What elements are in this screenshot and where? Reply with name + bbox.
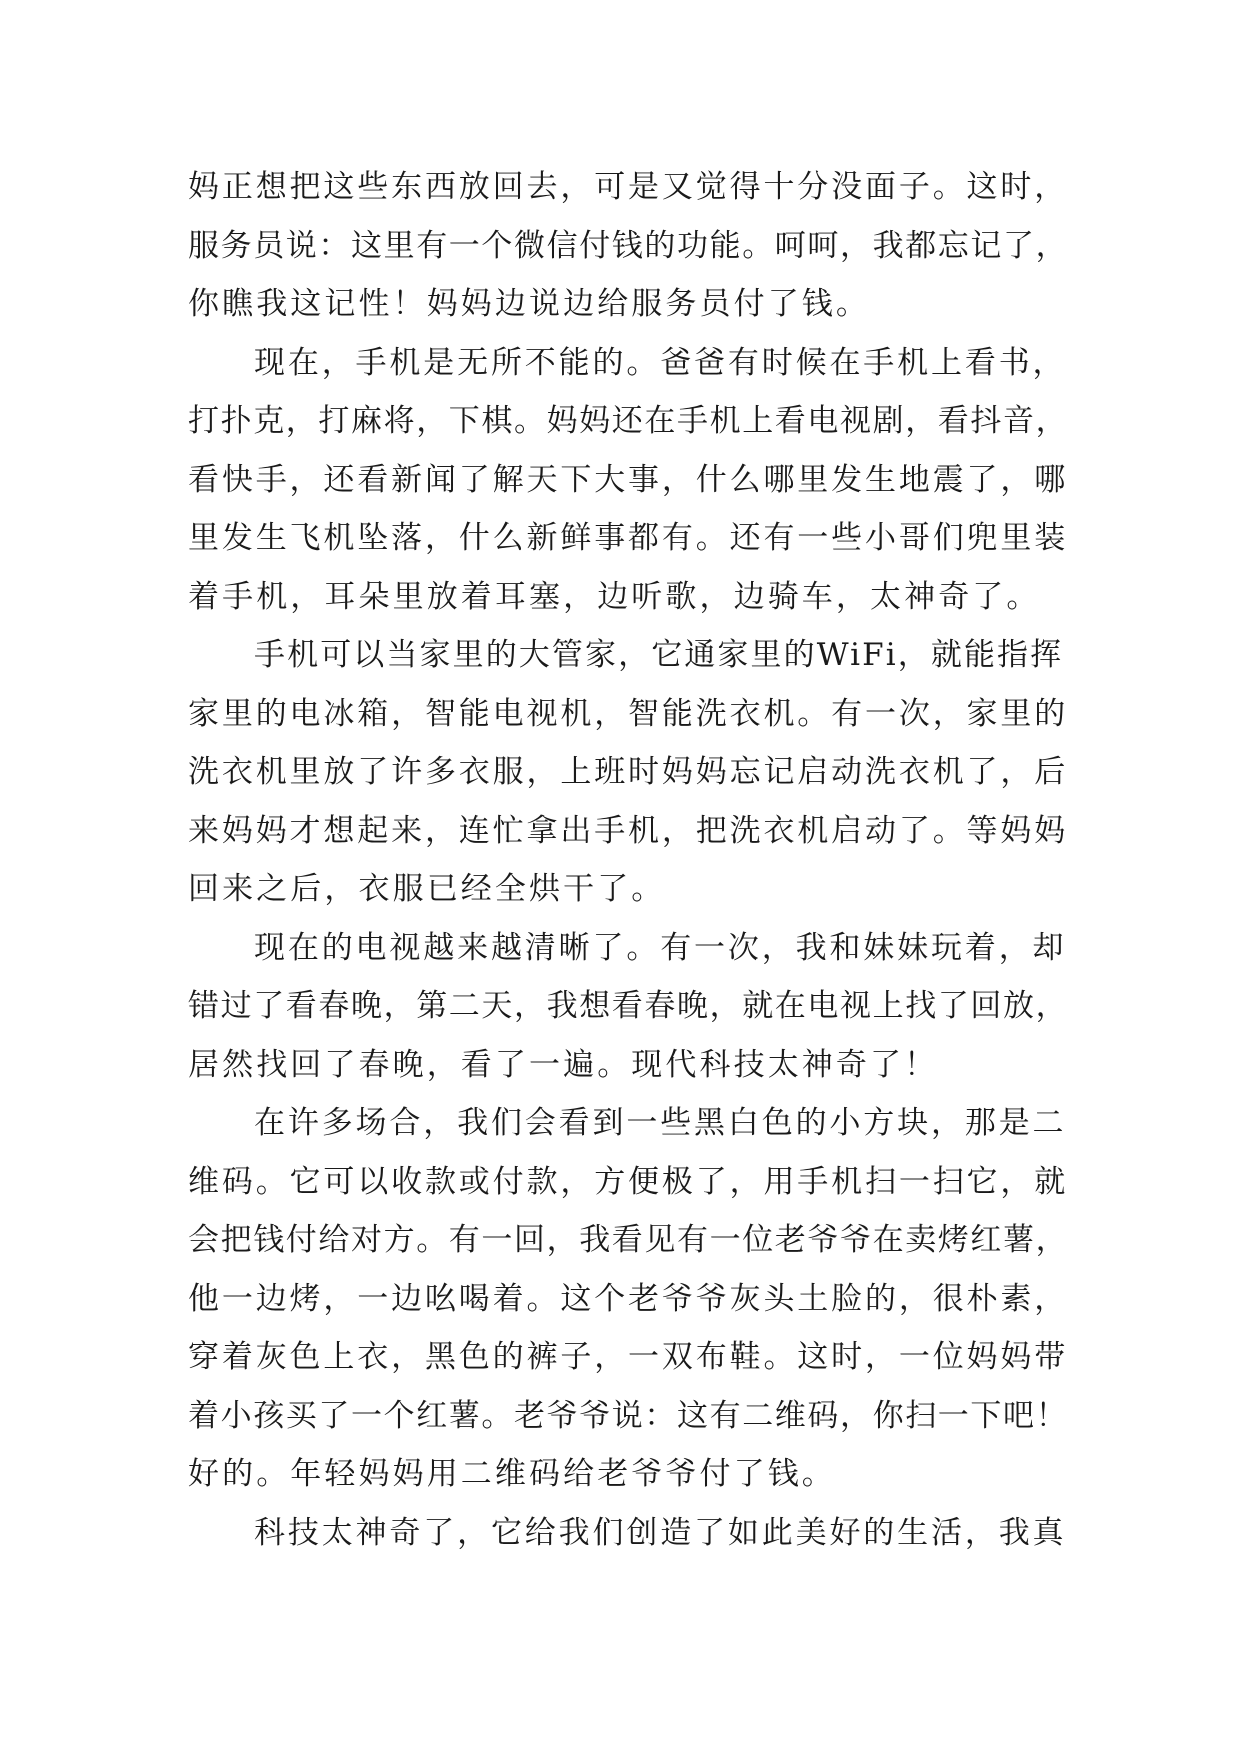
text-line: 会把钱付给对方。有一回，我看见有一位老爷爷在卖烤红薯，: [188, 1222, 1069, 1258]
text-line: 里发生飞机坠落，什么新鲜事都有。还有一些小哥们兜里装: [188, 520, 1069, 556]
text-line: 洗衣机里放了许多衣服，上班时妈妈忘记启动洗衣机了，后: [188, 754, 1069, 790]
text-line: 打扑克，打麻将，下棋。妈妈还在手机上看电视剧，看抖音，: [188, 403, 1069, 439]
text-line: 服务员说：这里有一个微信付钱的功能。呵呵，我都忘记了，: [188, 227, 1069, 264]
text-line: 维码。它可以收款或付款，方便极了，用手机扫一扫它，就: [188, 1163, 1069, 1200]
text-line: 居然找回了春晚，看了一遍。现代科技太神奇了！: [188, 1046, 939, 1083]
text-line: 他一边烤，一边吆喝着。这个老爷爷灰头土脸的，很朴素，: [188, 1280, 1069, 1317]
paragraph-first-line: 手机可以当家里的大管家，它通家里的WiFi，就能指挥: [254, 637, 1064, 673]
text-line: 来妈妈才想起来，连忙拿出手机，把洗衣机启动了。等妈妈: [188, 812, 1069, 849]
text-line: 错过了看春晚，第二天，我想看春晚，就在电视上找了回放，: [188, 988, 1069, 1024]
text-line: 回来之后，衣服已经全烘干了。: [188, 871, 666, 907]
document-body-text: [188, 158, 1068, 1562]
text-line: 看快手，还看新闻了解天下大事，什么哪里发生地震了，哪: [188, 461, 1069, 498]
text-line: 穿着灰色上衣，黑色的裤子，一双布鞋。这时，一位妈妈带: [188, 1339, 1069, 1375]
paragraph-first-line: 现在的电视越来越清晰了。有一次，我和妹妹玩着，却: [254, 929, 1067, 966]
text-line: 妈正想把这些东西放回去，可是又觉得十分没面子。这时，: [188, 169, 1069, 205]
paragraph-first-line: 在许多场合，我们会看到一些黑白色的小方块，那是二: [254, 1105, 1067, 1141]
text-line: 好的。年轻妈妈用二维码给老爷爷付了钱。: [188, 1456, 836, 1492]
text-line: 你瞧我这记性！妈妈边说边给服务员付了钱。: [188, 286, 870, 322]
text-line: 着小孩买了一个红薯。老爷爷说：这有二维码，你扫一下吧！: [188, 1397, 1069, 1434]
text-line: 家里的电冰箱，智能电视机，智能洗衣机。有一次，家里的: [188, 695, 1069, 732]
text-line: 着手机，耳朵里放着耳塞，边听歌，边骑车，太神奇了。: [188, 578, 1041, 615]
paragraph-first-line: 科技太神奇了，它给我们创造了如此美好的生活，我真: [254, 1514, 1067, 1551]
paragraph-first-line: 现在，手机是无所不能的。爸爸有时候在手机上看书，: [254, 344, 1067, 381]
